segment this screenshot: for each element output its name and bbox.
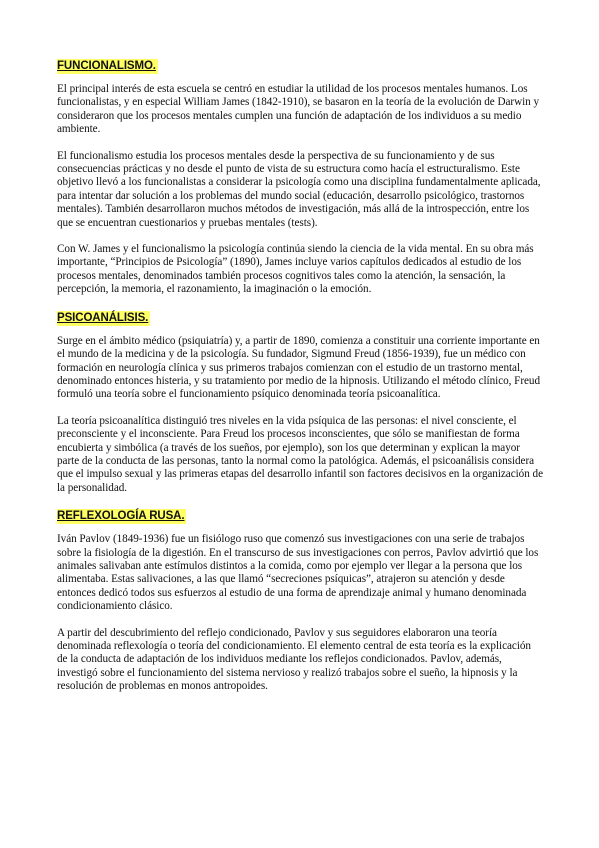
section-heading: FUNCIONALISMO. [57,60,156,72]
section-reflexologia-rusa [57,506,543,693]
section-psicoanalisis [57,308,543,495]
paragraph: La teoría psicoanalítica distinguió tres niveles en la vida psíquica de las personas: el nivel consciente, el preconsciente y el inconsciente. Para Freud los procesos inconscientes, que sólo se manifiestan de forma encubierta y simbólica (a través de los sueños, por ejemplo), son los que determinan y explican la mayor parte de la conducta de las personas, tanto la normal como la patológica. Además, el psicoanálisis considera que el impulso sexual y las primeras etapas del desarrollo infantil son factores decisivos en la organización de la personalidad. [57,414,543,494]
section-funcionalismo [57,56,543,297]
document-body [57,56,543,694]
paragraph: El principal interés de esta escuela se centró en estudiar la utilidad de los procesos mentales humanos. Los funcionalistas, y en especial William James (1842-1910), se basaron en la teoría de la evolución de Darwin y consideraron que los procesos mentales cumplen una función de adaptación de los individuos a su medio ambiente. [57,83,539,136]
paragraph: Con W. James y el funcionalismo la psicología continúa siendo la ciencia de la vida mental. En su obra más importante, “Principios de Psicología” (1890), James incluye varios capítulos dedicados al estudio de los procesos mentales, denominados también procesos cognitivos tales como la atención, la sensación, la percepción, la memoria, el razonamiento, la imaginación o la emoción. [57,243,534,296]
section-heading: REFLEXOLOGÍA RUSA. [57,510,185,523]
paragraph: El funcionalismo estudia los procesos mentales desde la perspectiva de su funcionamiento y de sus consecuencias prácticas y no desde el punto de vista de su estructura como hacía el estructuralismo. Este objetivo llevó a los funcionalistas a considerar la psicología como una disciplina fundamentalmente aplicada, para intentar dar solución a los problemas del mundo social (educación, desarrollo psicológico, trastornos mentales). También desarrollaron muchos métodos de investigación, más allá de la introspección, entre los que se encuentran cuestionarios y pruebas mentales (tests). [57,149,541,229]
paragraph: Surge en el ámbito médico (psiquiatría) y, a partir de 1890, comienza a constituir una corriente importante en el mundo de la medicina y de la psicología. Su fundador, Sigmund Freud (1856-1939), fue un médico con formación en neurología clínica y sus primeros trabajos comienzan con el estudio de un trastorno mental, denominado entonces histeria, y su tratamiento por medio de la hipnosis. Utilizando el método clínico, Freud formuló una teoría sobre el funcionamiento psíquico denominada teoría psicoanalítica. [57,334,541,401]
paragraph: A partir del descubrimiento del reflejo condicionado, Pavlov y sus seguidores elaboraron una teoría denominada reflexología o teoría del condicionamiento. El elemento central de esta teoría es la explicación de la conducta de adaptación de los individuos mediante los reflejos condicionados. Pavlov, además, investigó sobre el funcionamiento del sistema nervioso y realizó trabajos sobre el sueño, la hipnosis y la resolución de problemas en monos antropoides. [57,626,531,693]
section-heading: PSICOANÁLISIS. [57,311,149,324]
paragraph: Iván Pavlov (1849-1936) fue un fisiólogo ruso que comenzó sus investigaciones con una serie de trabajos sobre la fisiología de la digestión. En el transcurso de sus investigaciones con perros, Pavlov advirtió que los animales salivaban ante estímulos distintos a la comida, como por ejemplo ver llegar a la persona que los alimentaba. Estas salivaciones, a las que llamó “secreciones psíquicas”, atrajeron su atención y desde entonces dedicó todos sus esfuerzos al estudio de una forma de aprendizaje animal y humano denominada condicionamiento clásico. [57,533,539,613]
